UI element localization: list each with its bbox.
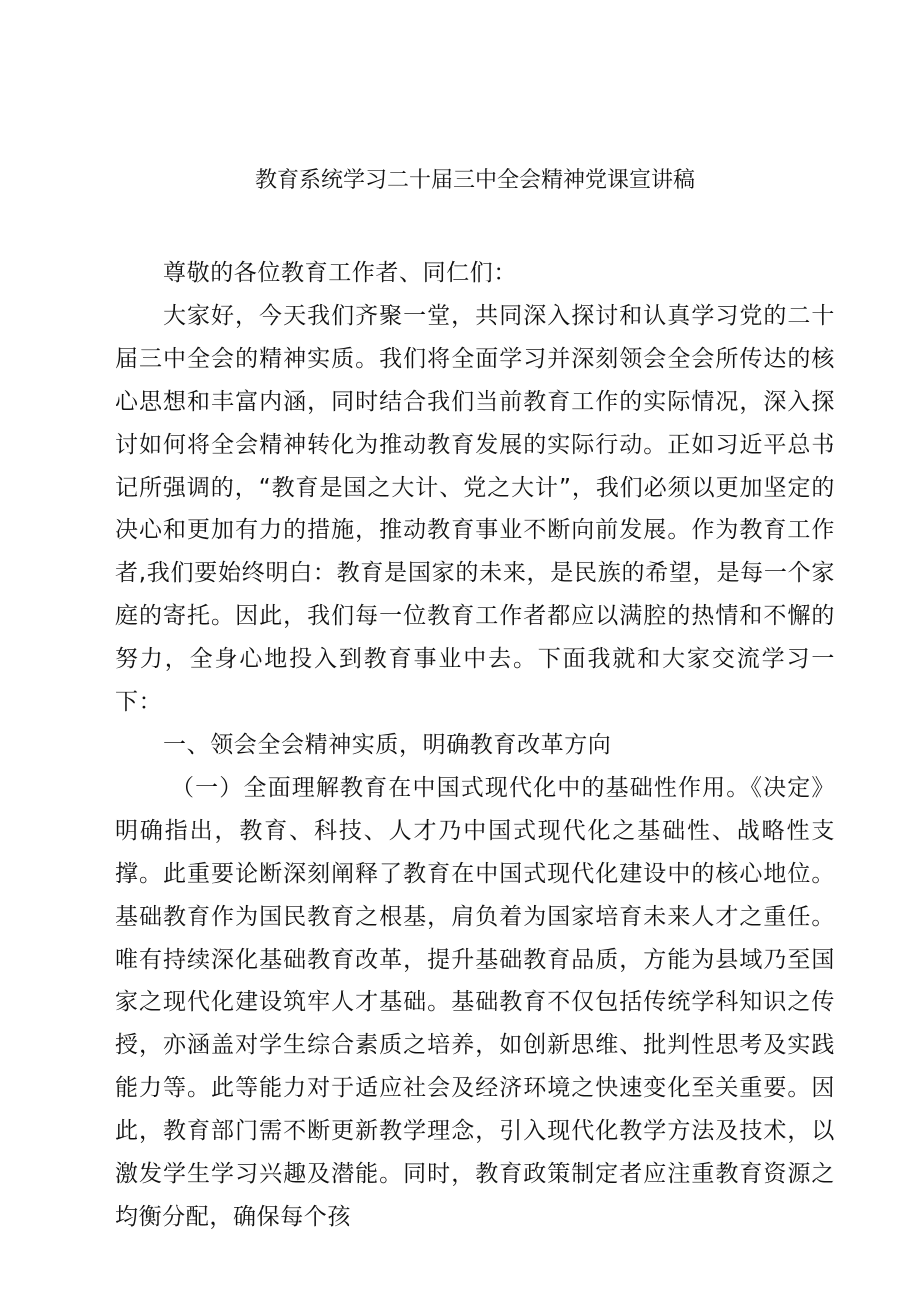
paragraph-subsection-1: （一）全面理解教育在中国式现代化中的基础性作用。《决定》明确指出，教育、科技、人才乃中国式现代化之基础性、战略性支撑。此重要论断深刻阐释了教育在中国式现代化建设中的核心地位。基础教育作为国民教育之根基，肩负着为国家培育未来人才之重任。唯有持续深化基础教育改革，提升基础教育品质，方能为县域乃至国家之现代化建设筑牢人才基础。基础教育不仅包括传统学科知识之传授，亦涵盖对学生综合素质之培养，如创新思维、批判性思考及实践能力等。此等能力对于适应社会及经济环境之快速变化至关重要。因此，教育部门需不断更新教学理念，引入现代化教学方法及技术，以激发学生学习兴趣及潜能。同时，教育政策制定者应注重教育资源之均衡分配，确保每个孩: [115, 774, 835, 1230]
section-heading: 一、领会全会精神实质，明确教育改革方向: [163, 731, 612, 758]
salutation: 尊敬的各位教育工作者、同仁们：: [163, 260, 517, 286]
document-title: 教育系统学习二十届三中全会精神党课宣讲稿: [254, 168, 695, 193]
paragraph-intro: 大家好，今天我们齐聚一堂，共同深入探讨和认真学习党的二十届三中全会的精神实质。我们将全面学习并深刻领会全会所传达的核心思想和丰富内涵，同时结合我们当前教育工作的实际情况，深入探讨如何将全会精神转化为推动教育发展的实际行动。正如习近平总书记所强调的，“教育是国之大计、党之大计”，我们必须以更加坚定的决心和更加有力的措施，推动教育事业不断向前发展。作为教育工作者,我们要始终明白：教育是国家的未来，是民族的希望，是每一个家庭的寄托。因此，我们每一位教育工作者都应以满腔的热情和不懈的努力，全身心地投入到教育事业中去。下面我就和大家交流学习一下：: [115, 302, 835, 716]
document-body: [115, 252, 835, 1239]
